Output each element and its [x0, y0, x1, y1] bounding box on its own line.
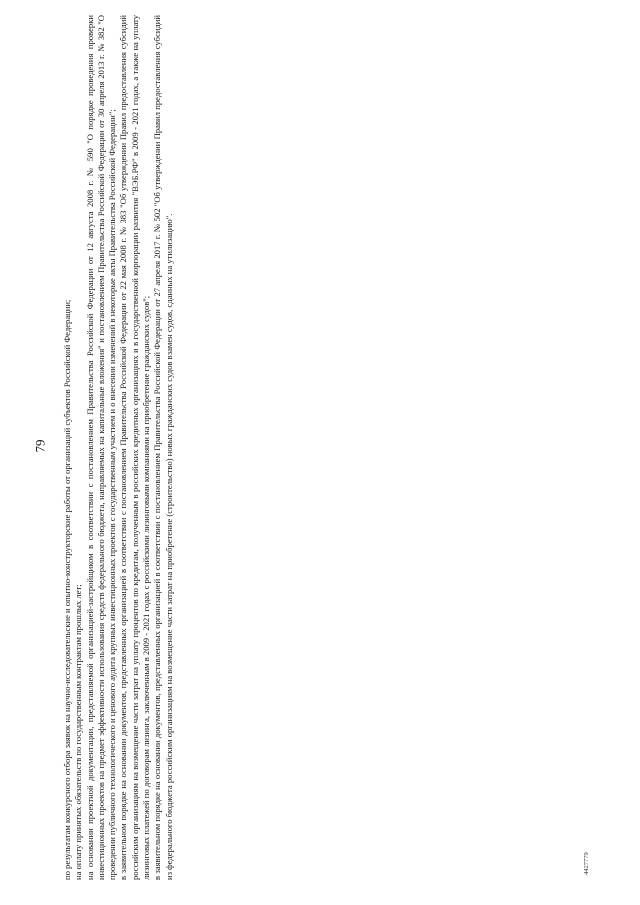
- paragraph-credit-subsidies: в заявительном порядке на основании документов, представленных организацией в соответствии с постановлением Правительства Российской Федерации от 22 мая 2008 г. № 383 "Об утверждении Правил предоставления субсидий российским организациям на возмещение части затрат на уплату процентов по кредитам, полученным в российских кредитных организациях и в государственной корпорации развития "ВЭБ.РФ" в 2009 - 2021 годах, а также на уплату лизинговых платежей по договорам лизинга, заключенным в 2009 - 2021 годах с российскими лизинговыми компаниями на приобретение гражданских судов";: [118, 15, 152, 880]
- paragraph-vessel-subsidies: в заявительном порядке на основании документов, представленных организацией в соответствии с постановлением Правительства Российской Федерации от 27 апреля 2017 г. № 502 "Об утверждении Правил предоставления субсидий из федерального бюджета российским организациям на возмещение части затрат на приобретение (строительство) новых гражданских судов взамен судов, сданных на утилизацию".: [152, 15, 174, 880]
- paragraph-prior-obligations: на оплату принятых обязательств по государственным контрактам прошлых лет;: [73, 584, 84, 880]
- paragraph-research-contests: по результатам конкурсного отбора заявок на научно-исследовательские и опытно-конструкторские работы от организаций субъектов Российской Федерации;: [62, 299, 72, 880]
- paragraph-project-documentation: на основании проектной документации, представляемой организацией-застройщиком в соответствии с постановлением Правительства Российской Федерации от 12 августа 2008 г. № 590 "О порядке проведения проверки инвестиционных проектов на предмет эффективности использования средств федерального бюджета, направляемых на капитальные вложения" и постановлением Правительства Российской Федерации от 30 апреля 2013 г. № 382 "О проведении публичного технологического и ценового аудита крупных инвестиционных проектов с государственным участием и о внесении изменений в некоторые акты Правительства Российской Федерации";: [84, 15, 118, 880]
- document-code: 4427779: [583, 852, 590, 875]
- rotated-text-block: [62, 15, 175, 880]
- page-number: 79: [32, 439, 48, 453]
